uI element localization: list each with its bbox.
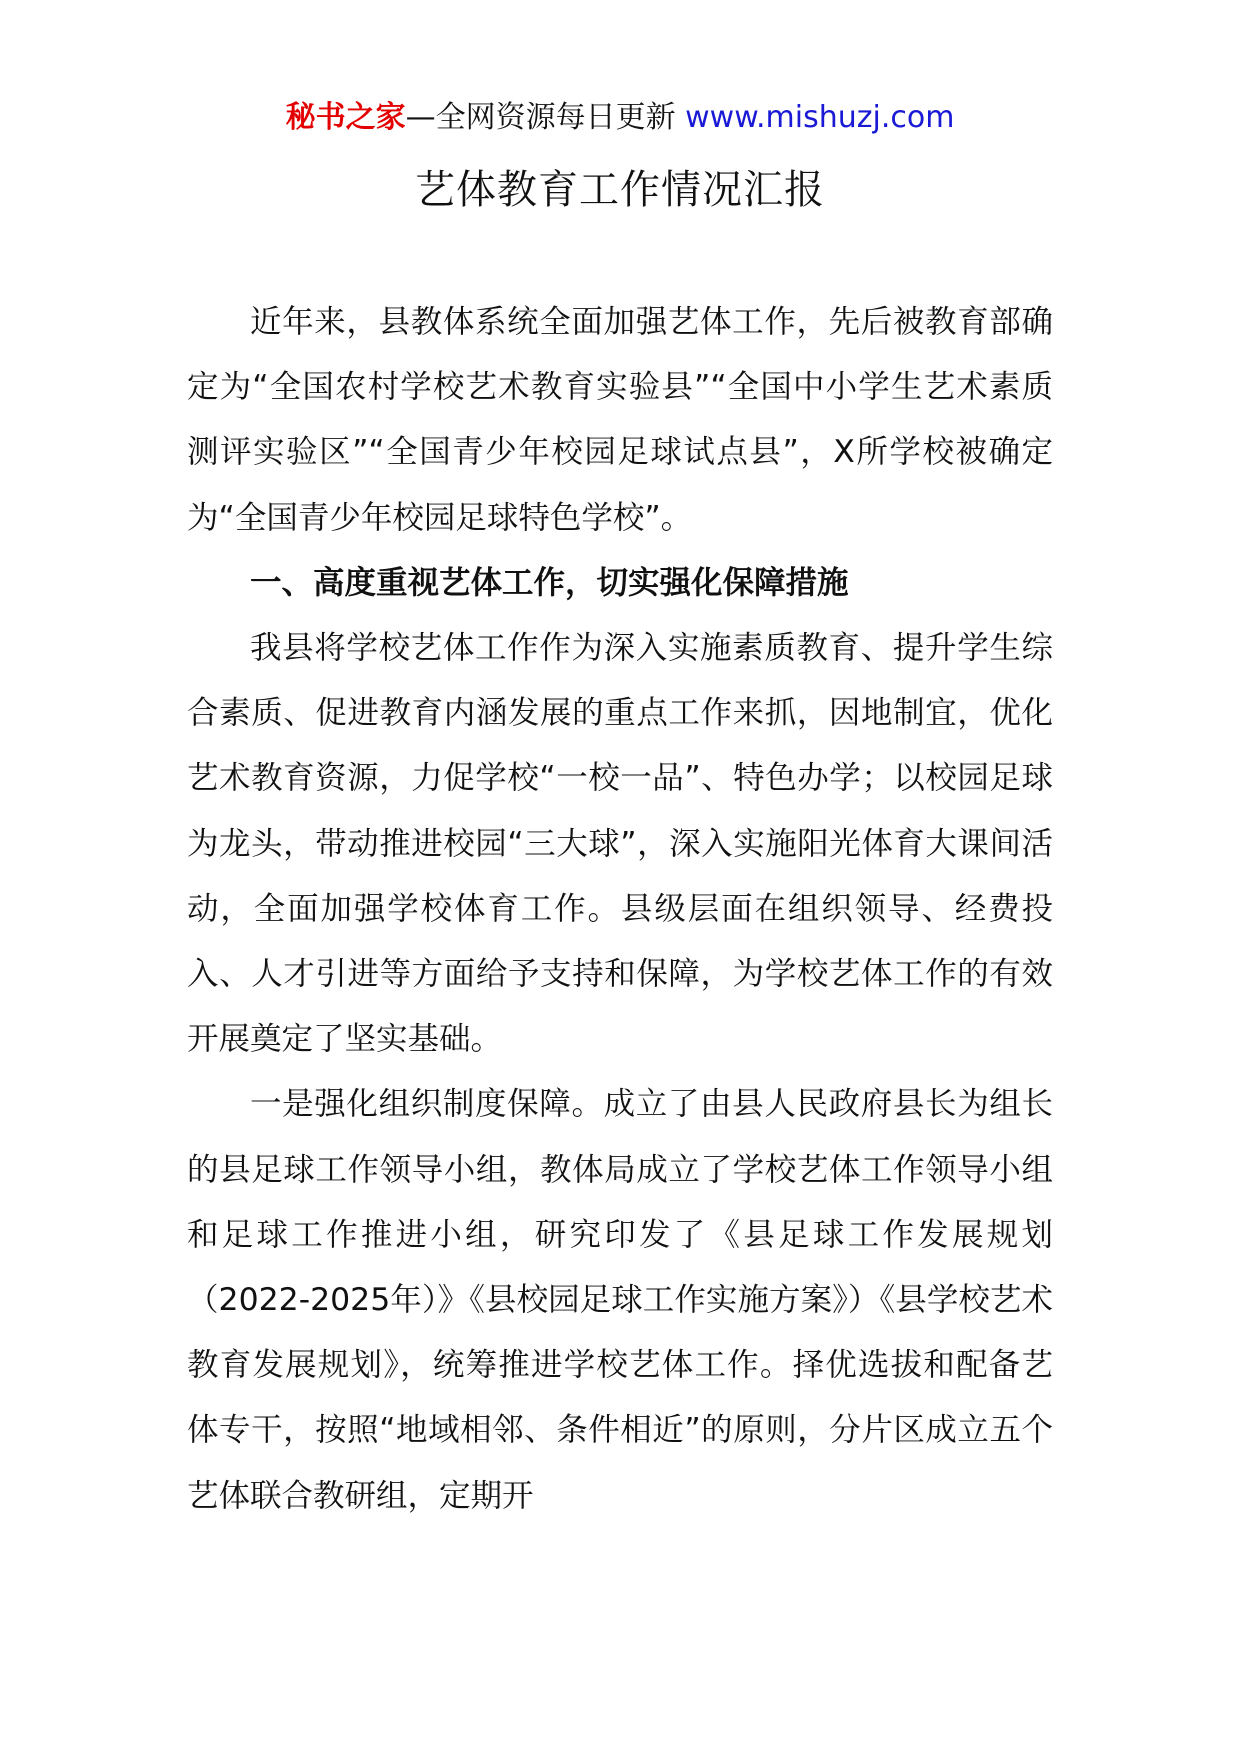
section-heading-1: 一、高度重视艺体工作，切实强化保障措施 bbox=[250, 564, 849, 601]
document-title: 艺体教育工作情况汇报 bbox=[415, 167, 825, 213]
paragraph-section-1: 我县将学校艺体工作作为深入实施素质教育、提升学生综合素质、促进教育内涵发展的重点工作来抓，因地制宜，优化艺术教育资源，力促学校“一校一品”、特色办学；以校园足球为龙头，带动推进校园“三大球”，深入实施阳光体育大课间活动，全面加强学校体育工作。县级层面在组织领导、经费投入、人才引进等方面给予支持和保障，为学校艺体工作的有效开展奠定了坚实基础。 bbox=[187, 630, 1053, 1058]
brand-name: 秘书之家 bbox=[285, 100, 406, 135]
header-slogan: —全网资源每日更新 bbox=[405, 100, 676, 135]
paragraph-intro: 近年来，县教体系统全面加强艺体工作，先后被教育部确定为“全国农村学校艺术教育实验县”“全国中小学生艺术素质测评实验区”“全国青少年校园足球试点县”，X所学校被确定为“全国青少年校园足球特色学校”。 bbox=[187, 304, 1053, 536]
paragraph-organization: 一是强化组织制度保障。成立了由县人民政府县长为组长的县足球工作领导小组，教体局成立了学校艺体工作领导小组和足球工作推进小组，研究印发了《县足球工作发展规划（2022-2025年）》《县校园足球工作实施方案》）《县学校艺术教育发展规划》，统筹推进学校艺体工作。择优选拔和配备艺体专干，按照“地域相邻、条件相近”的原则，分片区成立五个艺体联合教研组，定期开 bbox=[187, 1086, 1053, 1514]
document-body bbox=[187, 290, 1053, 1529]
site-url-link[interactable]: www.mishuzj.com bbox=[685, 100, 955, 135]
site-header bbox=[0, 98, 1240, 138]
